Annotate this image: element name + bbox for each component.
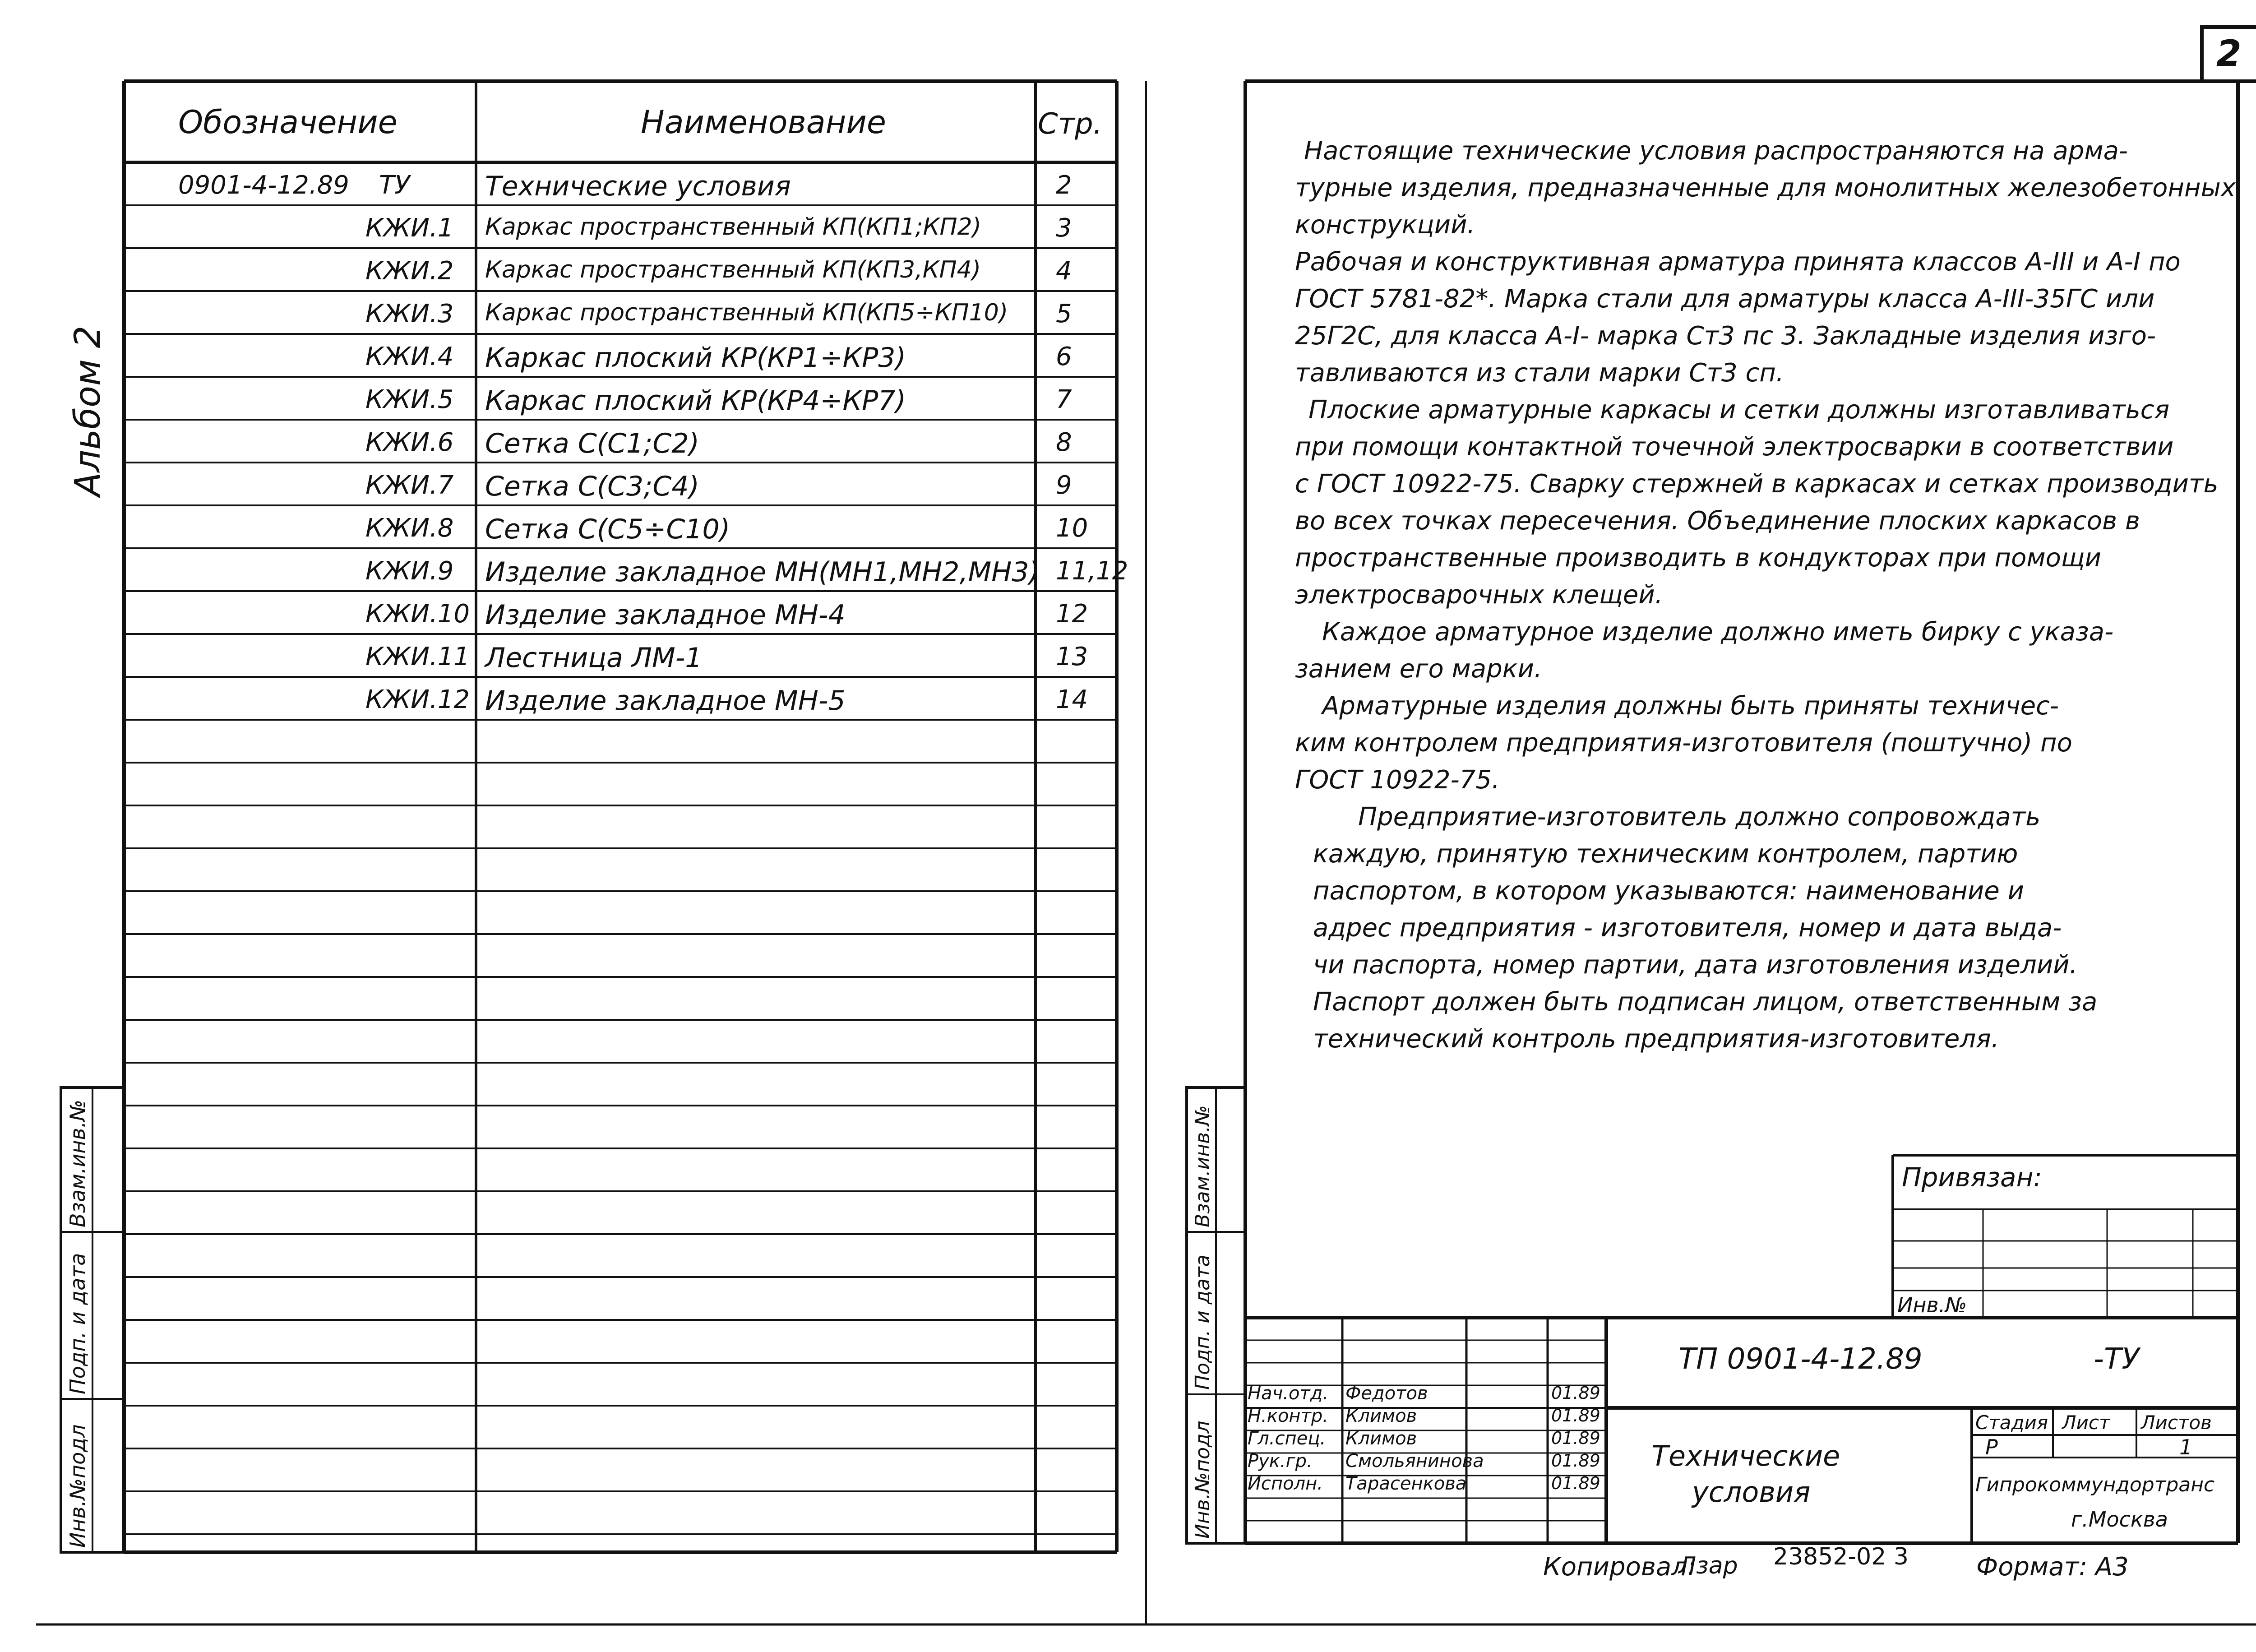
row-code: КЖИ.11 — [365, 642, 470, 671]
row-name: Сетка С(С3;С4) — [485, 471, 699, 502]
row-code: КЖИ.1 — [365, 213, 454, 243]
row-code: КЖИ.8 — [365, 514, 454, 543]
row-page: 12 — [1056, 599, 1088, 629]
row-name: Сетка С(С1;С2) — [485, 428, 699, 459]
row-code: КЖИ.12 — [365, 685, 470, 714]
row-code: КЖИ.10 — [365, 599, 470, 629]
text-line: тавливаются из стали марки Ст3 сп. — [1295, 358, 1784, 388]
document-suffix: -ТУ — [2094, 1342, 2140, 1376]
sheets-value: 1 — [2179, 1435, 2193, 1459]
person-role: Гл.спец. — [1248, 1428, 1326, 1449]
text-line: во всех точках пересечения. Объединение плоских каркасов в — [1295, 506, 2140, 536]
row-name: Каркас пространственный КП(КП1;КП2) — [485, 213, 981, 241]
text-line: при помощи контактной точечной электросварки в соответствии — [1295, 432, 2174, 462]
row-code: КЖИ.3 — [365, 299, 454, 329]
text-line: конструкций. — [1295, 210, 1475, 240]
row-page: 5 — [1056, 299, 1072, 329]
row-name: Изделие закладное МН-4 — [485, 599, 846, 631]
row-name: Изделие закладное МН(МН1,МН2,МН3) — [485, 556, 1040, 588]
text-line: ГОСТ 5781-82*. Марка стали для арматуры класса А-III-35ГС или — [1295, 284, 2155, 314]
row-code: КЖИ.4 — [365, 342, 454, 371]
header-designation: Обозначение — [178, 104, 398, 141]
row-code: КЖИ.9 — [365, 556, 454, 586]
title-line1: Технические — [1651, 1439, 1840, 1472]
row-name: Сетка С(С5÷С10) — [485, 514, 730, 545]
row-designation: 0901-4-12.89 — [178, 171, 349, 200]
stamp-podp-data: Подп. и дата — [65, 1253, 90, 1394]
archive-number: 23852-02 3 — [1773, 1543, 1909, 1570]
row-page: 9 — [1056, 471, 1072, 500]
text-line: каждую, принятую техническим контролем, партию — [1313, 839, 2018, 869]
text-line: Арматурные изделия должны быть приняты техничес- — [1322, 691, 2059, 721]
text-line: ГОСТ 10922-75. — [1295, 765, 1500, 795]
sheet-label: Лист — [2062, 1411, 2110, 1434]
row-code: КЖИ.5 — [365, 385, 454, 414]
person-date: 01.89 — [1551, 1383, 1600, 1403]
person-name: Тарасенкова — [1345, 1473, 1467, 1494]
person-role: Нач.отд. — [1248, 1383, 1329, 1404]
page-number: 2 — [2216, 32, 2242, 74]
person-name: Федотов — [1345, 1383, 1428, 1404]
row-page: 3 — [1056, 213, 1072, 243]
organization: Гипрокоммундортранс — [1975, 1473, 2215, 1496]
text-line: электросварочных клещей. — [1295, 580, 1663, 610]
stamp-inv-podl-right: Инв.№подл — [1191, 1421, 1214, 1539]
text-line: чи паспорта, номер партии, дата изготовления изделий. — [1313, 950, 2078, 980]
row-page: 2 — [1056, 171, 1072, 200]
row-name: Каркас плоский КР(КР4÷КР7) — [485, 385, 906, 416]
row-page: 4 — [1056, 256, 1072, 286]
text-line: Каждое арматурное изделие должно иметь бирку с указа- — [1322, 617, 2114, 647]
row-code: КЖИ.2 — [365, 256, 454, 286]
album-label: Альбом 2 — [68, 325, 108, 496]
person-name: Климов — [1345, 1428, 1417, 1449]
stamp-inv-podl: Инв.№подл — [65, 1424, 90, 1548]
city: г.Москва — [2071, 1507, 2168, 1532]
binding-label: Привязан: — [1902, 1162, 2043, 1193]
row-name: Лестница ЛМ-1 — [485, 642, 703, 674]
stamp-podp-data-right: Подп. и дата — [1191, 1254, 1214, 1390]
row-page: 7 — [1056, 385, 1072, 414]
stage-value: Р — [1985, 1435, 1998, 1459]
text-line: Предприятие-изготовитель должно сопровождать — [1358, 802, 2041, 832]
person-name: Смольянинова — [1345, 1451, 1484, 1472]
text-line: 25Г2С, для класса А-I- марка Ст3 пс 3. Закладные изделия изго- — [1295, 321, 2156, 351]
copied-signature: Лзар — [1678, 1552, 1738, 1579]
person-date: 01.89 — [1551, 1451, 1600, 1471]
person-role: Исполн. — [1248, 1473, 1323, 1494]
row-code: КЖИ.7 — [365, 471, 454, 500]
header-page: Стр. — [1038, 107, 1102, 141]
person-date: 01.89 — [1551, 1428, 1600, 1448]
header-name: Наименование — [641, 104, 886, 141]
text-line: занием его марки. — [1295, 654, 1542, 684]
person-date: 01.89 — [1551, 1406, 1600, 1425]
format-label: Формат: А3 — [1976, 1552, 2129, 1582]
text-line: технический контроль предприятия-изготовителя. — [1313, 1024, 1999, 1054]
row-page: 6 — [1056, 342, 1072, 371]
row-name: Каркас пространственный КП(КП5÷КП10) — [485, 299, 1008, 326]
row-name: Каркас пространственный КП(КП3,КП4) — [485, 256, 981, 283]
row-name: Изделие закладное МН-5 — [485, 685, 846, 717]
row-page: 8 — [1056, 428, 1072, 457]
stage-label: Стадия — [1975, 1411, 2048, 1434]
row-code: ТУ — [379, 171, 410, 200]
text-line: турные изделия, предназначенные для монолитных железобетонных — [1295, 173, 2236, 203]
text-line: с ГОСТ 10922-75. Сварку стержней в каркасах и сетках производить — [1295, 469, 2219, 499]
copied-label: Копировал: — [1543, 1552, 1696, 1582]
stamp-vzam-inv: Взам.инв.№ — [65, 1099, 90, 1227]
row-page: 11,12 — [1056, 556, 1128, 586]
row-page: 13 — [1056, 642, 1088, 671]
text-line: Настоящие технические условия распространяются на арма- — [1304, 136, 2128, 166]
title-line2: условия — [1692, 1476, 1811, 1509]
person-role: Рук.гр. — [1248, 1451, 1313, 1472]
text-line: Рабочая и конструктивная арматура принята классов А-III и А-I по — [1295, 247, 2181, 277]
person-date: 01.89 — [1551, 1473, 1600, 1493]
person-role: Н.контр. — [1248, 1406, 1328, 1426]
text-line: ким контролем предприятия-изготовителя (поштучно) по — [1295, 728, 2072, 758]
row-name: Каркас плоский КР(КР1÷КР3) — [485, 342, 906, 374]
text-line: Плоские арматурные каркасы и сетки должны изготавливаться — [1308, 395, 2170, 425]
text-line: адрес предприятия - изготовителя, номер и дата выда- — [1313, 913, 2062, 943]
text-line: пространственные производить в кондукторах при помощи — [1295, 543, 2102, 573]
text-line: паспортом, в котором указываются: наименование и — [1313, 876, 2024, 906]
row-code: КЖИ.6 — [365, 428, 454, 457]
row-page: 10 — [1056, 514, 1088, 543]
person-name: Климов — [1345, 1406, 1417, 1426]
row-name: Технические условия — [485, 171, 791, 202]
stamp-vzam-inv-right: Взам.инв.№ — [1191, 1105, 1214, 1227]
text-line: Паспорт должен быть подписан лицом, ответственным за — [1313, 987, 2098, 1017]
sheets-label: Листов — [2141, 1411, 2212, 1434]
document-code: ТП 0901-4-12.89 — [1678, 1342, 1923, 1376]
binding-inv: Инв.№ — [1897, 1293, 1967, 1317]
row-page: 14 — [1056, 685, 1088, 714]
